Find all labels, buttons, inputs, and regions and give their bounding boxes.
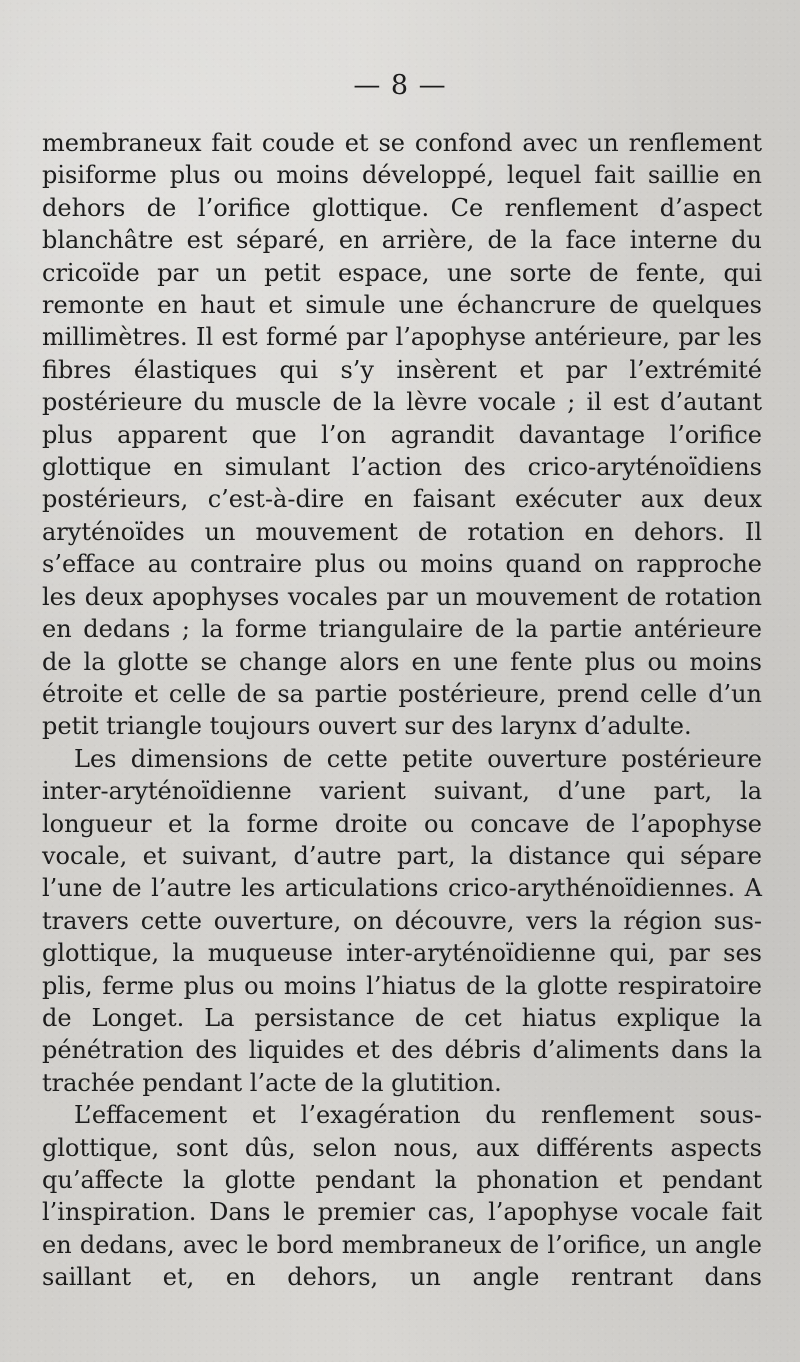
page-number: — 8 — bbox=[353, 70, 447, 101]
paragraph-1: membraneux fait coude et se confond avec un renflement pisiforme plus ou moins développé, lequel fait saillie en dehors de l’orifice glottique. Ce renflement d’aspect blanchâtre est séparé, en arrière, de la face interne du cricoïde par un petit espace, une sorte de fente, qui remonte en haut et simule une échancrure de quelques millimètres. Il est formé par l’apophyse antérieure, par les fibres élastiques qui s’y insèrent et par l’extrémité postérieure du muscle de la lèvre vocale ; il est d’autant plus apparent que l’on agrandit davantage l’orifice glottique en simulant l’action des crico-aryténoïdiens postérieurs, c’est-à-dire en faisant exécuter aux deux aryténoïdes un mouvement de rotation en dehors. Il s’efface au contraire plus ou moins quand on rapproche les deux apophyses vocales par un mouvement de rotation en dedans ; la forme triangulaire de la partie antérieure de la glotte se change alors en une fente plus ou moins étroite et celle de sa partie postérieure, prend celle d’un petit triangle toujours ouvert sur des larynx d’adulte. bbox=[42, 129, 762, 741]
body-text bbox=[42, 127, 762, 1294]
paragraph-3: L’effacement et l’exagération du renflement sous-glottique, sont dûs, selon nous, aux différents aspects qu’affecte la glotte pendant la phonation et pendant l’inspiration. Dans le premier cas, l’apophyse vocale fait en dedans, avec le bord membraneux de l’orifice, un angle saillant et, en dehors, un angle rentrant dans bbox=[42, 1101, 762, 1292]
paragraph-2: Les dimensions de cette petite ouverture postérieure inter-aryténoïdienne varient suivant, d’une part, la longueur et la forme droite ou concave de l’apophyse vocale, et suivant, d’autre part, la distance qui sépare l’une de l’autre les articulations crico-arythénoïdiennes. A travers cette ouverture, on découvre, vers la région sus-glottique, la muqueuse inter-aryténoïdienne qui, par ses plis, ferme plus ou moins l’hiatus de la glotte respiratoire de Longet. La persistance de cet hiatus explique la pénétration des liquides et des débris d’aliments dans la trachée pendant l’acte de la glutition. bbox=[42, 744, 762, 1097]
